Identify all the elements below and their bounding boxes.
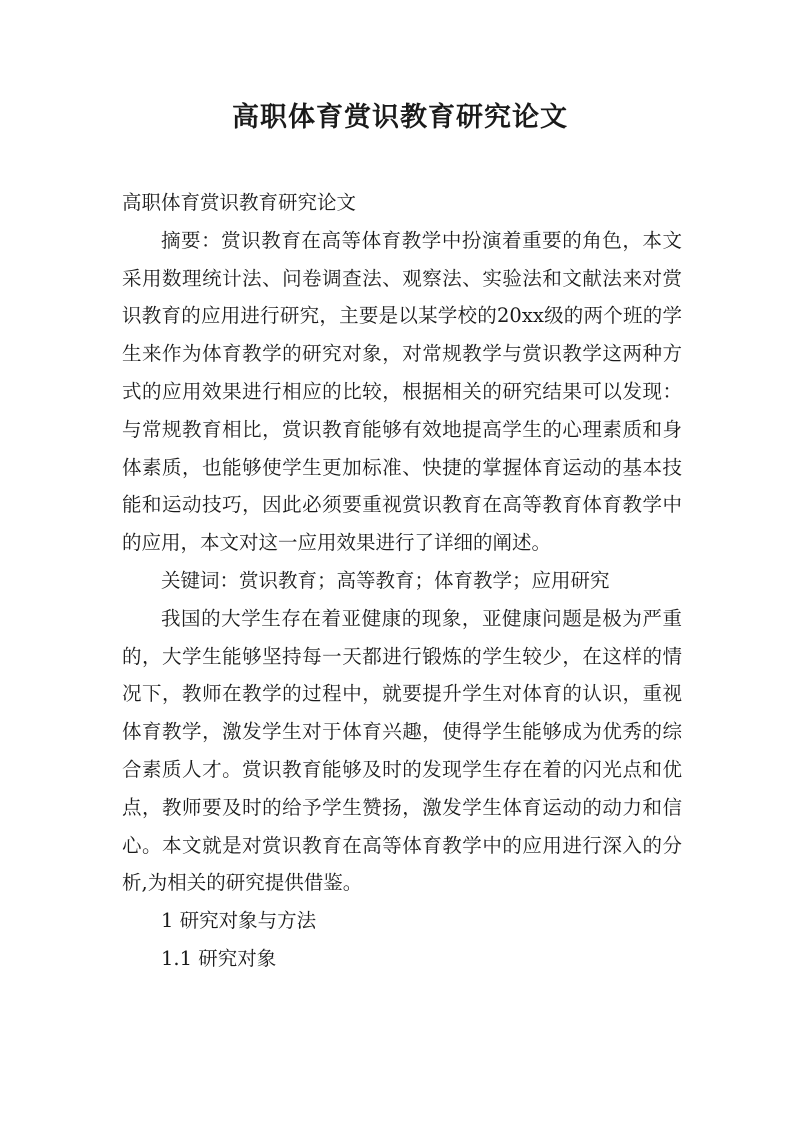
abstract-paragraph: 摘要：赏识教育在高等体育教学中扮演着重要的角色，本文采用数理统计法、问卷调查法、观察法、实验法和文献法来对赏识教育的应用进行研究，主要是以某学校的20xx级的两个班的学生来作为体育教学的研究对象，对常规教学与赏识教学这两种方式的应用效果进行相应的比较，根据相关的研究结果可以发现：与常规教育相比，赏识教育能够有效地提高学生的心理素质和身体素质，也能够使学生更加标准、快捷的掌握体育运动的基本技能和运动技巧，因此必须要重视赏识教育在高等教育体育教学中的应用，本文对这一应用效果进行了详细的阐述。 bbox=[122, 228, 682, 555]
keywords-line: 关键词：赏识教育；高等教育；体育教学；应用研究 bbox=[161, 568, 610, 592]
intro-paragraph: 我国的大学生存在着亚健康的现象，亚健康问题是极为严重的，大学生能够坚持每一天都进行锻炼的学生较少，在这样的情况下，教师在教学的过程中，就要提升学生对体育的认识，重视体育教学，激发学生对于体育兴趣，使得学生能够成为优秀的综合素质人才。赏识教育能够及时的发现学生存在着的闪光点和优点，教师要及时的给予学生赞扬，激发学生体育运动的动力和信心。本文就是对赏识教育在高等体育教学中的应用进行深入的分析,为相关的研究提供借鉴。 bbox=[122, 606, 682, 895]
document-subtitle: 高职体育赏识教育研究论文 bbox=[122, 191, 357, 214]
section-heading: 1 研究对象与方法 bbox=[161, 909, 317, 933]
subsection-heading: 1.1 研究对象 bbox=[161, 946, 277, 970]
document-title: 高职体育赏识教育研究论文 bbox=[232, 102, 568, 133]
document-body bbox=[122, 184, 682, 978]
